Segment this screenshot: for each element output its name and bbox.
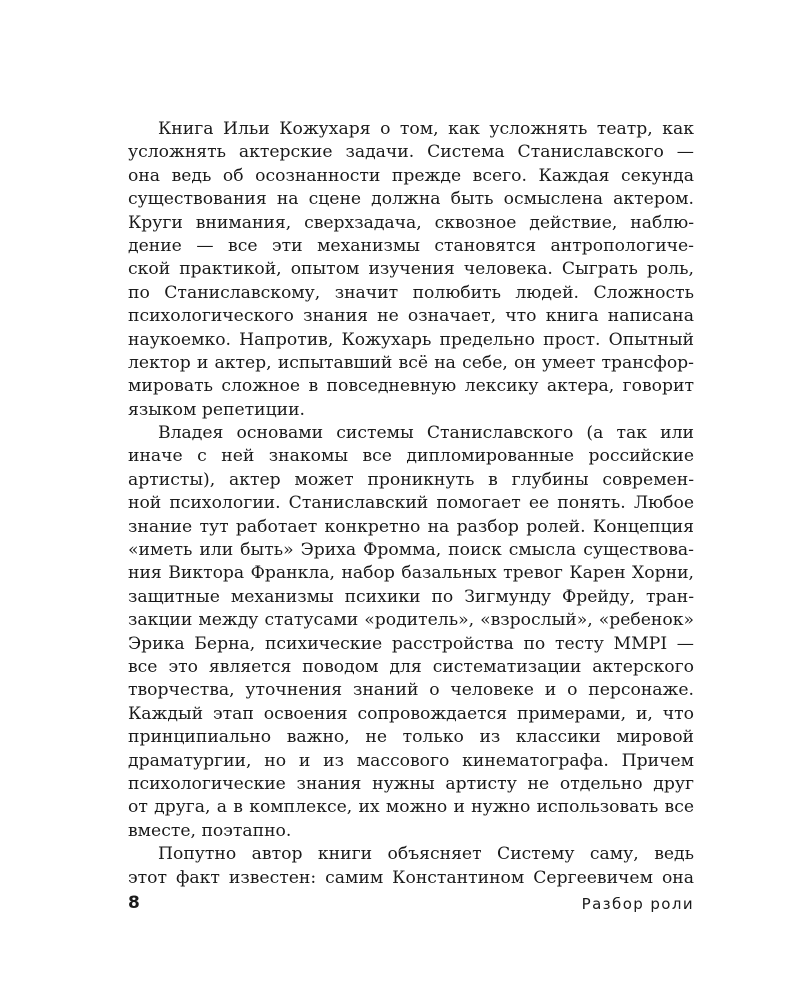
page-number: 8: [128, 893, 140, 913]
text-line: знание тут работает конкретно на разбор ролей. Концепция: [128, 516, 694, 537]
text-line: защитные механизмы психики по Зигмунду Фрейду, тран-: [128, 586, 694, 607]
text-line: Круги внимания, сверхзадача, сквозное действие, наблю-: [128, 212, 694, 233]
text-line: мировать сложное в повседневную лексику актера, говорит: [128, 376, 694, 397]
text-line: творчества, уточнения знаний о человеке и о персонаже.: [128, 680, 694, 701]
text-line: ской практикой, опытом изучения человека. Сыграть роль,: [128, 259, 694, 280]
text-line: Попутно автор книги объясняет Систему саму, ведь: [158, 844, 694, 865]
text-line: драматургии, но и из массового кинематографа. Причем: [128, 750, 694, 771]
text-line: этот факт известен: самим Константином Сергеевичем она: [128, 867, 694, 888]
text-line: Владея основами системы Станиславского (а так или: [158, 423, 694, 444]
text-line: «иметь или быть» Эриха Фромма, поиск смысла существова-: [128, 540, 694, 561]
text-line: вместе, поэтапно.: [128, 820, 292, 841]
text-line: языком репетиции.: [128, 399, 306, 420]
running-title: Разбор роли: [581, 895, 694, 913]
text-line: иначе с ней знакомы все дипломированные российские: [128, 446, 694, 467]
text-line: усложнять актерские задачи. Система Станиславского —: [128, 142, 694, 163]
text-line: от друга, а в комплексе, их можно и нужно использовать все: [128, 797, 694, 818]
text-line: ния Виктора Франкла, набор базальных тревог Карен Хорни,: [128, 563, 694, 584]
body-text: [128, 118, 694, 890]
text-line: наукоемко. Напротив, Кожухарь предельно прост. Опытный: [128, 329, 694, 350]
text-line: ной психологии. Станиславский помогает ее понять. Любое: [128, 493, 694, 514]
text-line: лектор и актер, испытавший всё на себе, он умеет трансфор-: [128, 352, 694, 373]
text-line: она ведь об осознанности прежде всего. Каждая секунда: [128, 165, 694, 186]
text-line: закции между статусами «родитель», «взрослый», «ребенок»: [128, 610, 694, 631]
text-line: психологического знания не означает, что книга написана: [128, 306, 694, 327]
text-line: дение — все эти механизмы становятся антропологиче-: [128, 235, 694, 256]
text-line: по Станиславскому, значит полюбить людей. Сложность: [128, 282, 694, 303]
text-line: принципиально важно, не только из классики мировой: [128, 727, 694, 748]
text-line: психологические знания нужны артисту не отдельно друг: [128, 773, 694, 794]
text-line: все это является поводом для систематизации актерского: [128, 656, 694, 677]
text-line: артисты), актер может проникнуть в глубины современ-: [128, 469, 694, 490]
text-line: Каждый этап освоения сопровождается примерами, и, что: [128, 703, 694, 724]
text-line: Книга Ильи Кожухаря о том, как усложнять театр, как: [158, 119, 694, 139]
text-line: существования на сцене должна быть осмыслена актером.: [128, 189, 694, 210]
text-line: Эрика Берна, психические расстройства по тесту MMPI —: [128, 633, 694, 654]
